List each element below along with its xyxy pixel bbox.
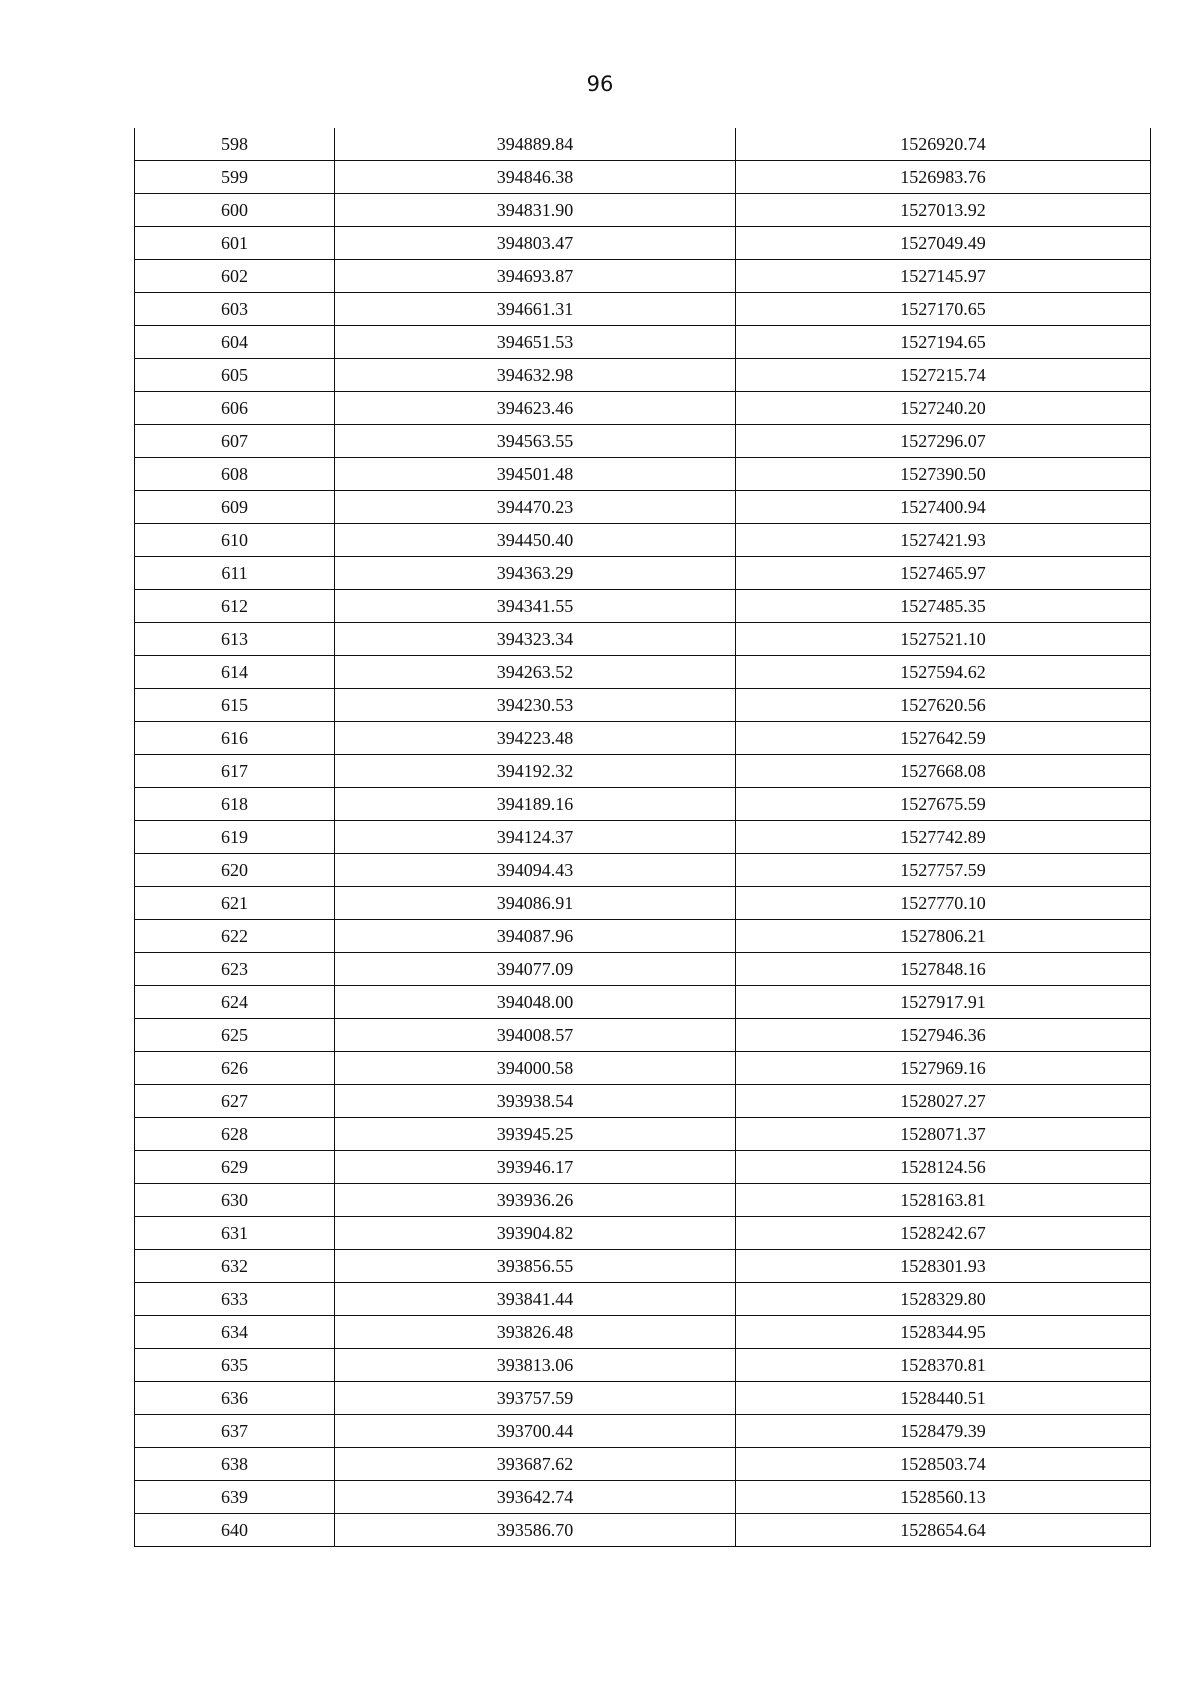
point-number-cell: 640	[135, 1514, 335, 1547]
y-coordinate-cell: 1527390.50	[736, 458, 1151, 491]
point-number-cell: 632	[135, 1250, 335, 1283]
point-number-cell: 623	[135, 953, 335, 986]
point-number-cell: 638	[135, 1448, 335, 1481]
y-coordinate-cell: 1527485.35	[736, 590, 1151, 623]
y-coordinate-cell: 1528163.81	[736, 1184, 1151, 1217]
x-coordinate-cell: 393826.48	[335, 1316, 736, 1349]
y-coordinate-cell: 1527642.59	[736, 722, 1151, 755]
page-number: 96	[586, 72, 614, 96]
y-coordinate-cell: 1527145.97	[736, 260, 1151, 293]
x-coordinate-cell: 394661.31	[335, 293, 736, 326]
x-coordinate-cell: 394563.55	[335, 425, 736, 458]
table-row	[135, 359, 1151, 392]
x-coordinate-cell: 394094.43	[335, 854, 736, 887]
table-row	[135, 623, 1151, 656]
x-coordinate-cell: 394230.53	[335, 689, 736, 722]
x-coordinate-cell: 394124.37	[335, 821, 736, 854]
point-number-cell: 601	[135, 227, 335, 260]
point-number-cell: 630	[135, 1184, 335, 1217]
table-row	[135, 392, 1151, 425]
x-coordinate-cell: 394048.00	[335, 986, 736, 1019]
table-row	[135, 1019, 1151, 1052]
x-coordinate-cell: 393936.26	[335, 1184, 736, 1217]
x-coordinate-cell: 394341.55	[335, 590, 736, 623]
point-number-cell: 607	[135, 425, 335, 458]
x-coordinate-cell: 394223.48	[335, 722, 736, 755]
point-number-cell: 628	[135, 1118, 335, 1151]
point-number-cell: 617	[135, 755, 335, 788]
y-coordinate-cell: 1528479.39	[736, 1415, 1151, 1448]
table-row	[135, 1151, 1151, 1184]
point-number-cell: 599	[135, 161, 335, 194]
table-row	[135, 755, 1151, 788]
table-row	[135, 260, 1151, 293]
x-coordinate-cell: 394263.52	[335, 656, 736, 689]
point-number-cell: 615	[135, 689, 335, 722]
x-coordinate-cell: 393841.44	[335, 1283, 736, 1316]
y-coordinate-cell: 1527194.65	[736, 326, 1151, 359]
y-coordinate-cell: 1527421.93	[736, 524, 1151, 557]
y-coordinate-cell: 1527400.94	[736, 491, 1151, 524]
point-number-cell: 629	[135, 1151, 335, 1184]
table-row	[135, 1052, 1151, 1085]
y-coordinate-cell: 1528124.56	[736, 1151, 1151, 1184]
table-row	[135, 1349, 1151, 1382]
y-coordinate-cell: 1526983.76	[736, 161, 1151, 194]
y-coordinate-cell: 1528440.51	[736, 1382, 1151, 1415]
y-coordinate-cell: 1527465.97	[736, 557, 1151, 590]
table-row	[135, 986, 1151, 1019]
y-coordinate-cell: 1526920.74	[736, 128, 1151, 161]
point-number-cell: 633	[135, 1283, 335, 1316]
y-coordinate-cell: 1527049.49	[736, 227, 1151, 260]
table-row	[135, 1283, 1151, 1316]
x-coordinate-cell: 394501.48	[335, 458, 736, 491]
table-row	[135, 722, 1151, 755]
table-row	[135, 1250, 1151, 1283]
table-body	[135, 128, 1151, 1547]
y-coordinate-cell: 1527170.65	[736, 293, 1151, 326]
table-row	[135, 1217, 1151, 1250]
point-number-cell: 621	[135, 887, 335, 920]
point-number-cell: 625	[135, 1019, 335, 1052]
y-coordinate-cell: 1527742.89	[736, 821, 1151, 854]
point-number-cell: 624	[135, 986, 335, 1019]
table-row	[135, 1415, 1151, 1448]
point-number-cell: 631	[135, 1217, 335, 1250]
point-number-cell: 608	[135, 458, 335, 491]
y-coordinate-cell: 1527668.08	[736, 755, 1151, 788]
x-coordinate-cell: 393938.54	[335, 1085, 736, 1118]
table-row	[135, 953, 1151, 986]
point-number-cell: 598	[135, 128, 335, 161]
table-row	[135, 491, 1151, 524]
point-number-cell: 600	[135, 194, 335, 227]
table-row	[135, 557, 1151, 590]
point-number-cell: 613	[135, 623, 335, 656]
table-row	[135, 1184, 1151, 1217]
table-row	[135, 194, 1151, 227]
point-number-cell: 619	[135, 821, 335, 854]
x-coordinate-cell: 393700.44	[335, 1415, 736, 1448]
y-coordinate-cell: 1527594.62	[736, 656, 1151, 689]
y-coordinate-cell: 1527806.21	[736, 920, 1151, 953]
x-coordinate-cell: 394086.91	[335, 887, 736, 920]
x-coordinate-cell: 394632.98	[335, 359, 736, 392]
table-row	[135, 1382, 1151, 1415]
y-coordinate-cell: 1528329.80	[736, 1283, 1151, 1316]
x-coordinate-cell: 393813.06	[335, 1349, 736, 1382]
x-coordinate-cell: 394623.46	[335, 392, 736, 425]
y-coordinate-cell: 1527240.20	[736, 392, 1151, 425]
table-row	[135, 293, 1151, 326]
table-row	[135, 1514, 1151, 1547]
y-coordinate-cell: 1528560.13	[736, 1481, 1151, 1514]
x-coordinate-cell: 393856.55	[335, 1250, 736, 1283]
table-row	[135, 1316, 1151, 1349]
x-coordinate-cell: 394000.58	[335, 1052, 736, 1085]
y-coordinate-cell: 1527757.59	[736, 854, 1151, 887]
point-number-cell: 636	[135, 1382, 335, 1415]
point-number-cell: 612	[135, 590, 335, 623]
y-coordinate-cell: 1528242.67	[736, 1217, 1151, 1250]
y-coordinate-cell: 1528503.74	[736, 1448, 1151, 1481]
point-number-cell: 606	[135, 392, 335, 425]
x-coordinate-cell: 394189.16	[335, 788, 736, 821]
y-coordinate-cell: 1527013.92	[736, 194, 1151, 227]
table-row	[135, 689, 1151, 722]
x-coordinate-cell: 393945.25	[335, 1118, 736, 1151]
point-number-cell: 604	[135, 326, 335, 359]
point-number-cell: 610	[135, 524, 335, 557]
x-coordinate-cell: 394651.53	[335, 326, 736, 359]
y-coordinate-cell: 1527917.91	[736, 986, 1151, 1019]
x-coordinate-cell: 393757.59	[335, 1382, 736, 1415]
y-coordinate-cell: 1528344.95	[736, 1316, 1151, 1349]
x-coordinate-cell: 394846.38	[335, 161, 736, 194]
y-coordinate-cell: 1527946.36	[736, 1019, 1151, 1052]
y-coordinate-cell: 1527296.07	[736, 425, 1151, 458]
point-number-cell: 618	[135, 788, 335, 821]
y-coordinate-cell: 1527675.59	[736, 788, 1151, 821]
table-row	[135, 887, 1151, 920]
x-coordinate-cell: 394693.87	[335, 260, 736, 293]
point-number-cell: 620	[135, 854, 335, 887]
point-number-cell: 616	[135, 722, 335, 755]
y-coordinate-cell: 1528027.27	[736, 1085, 1151, 1118]
coordinates-table	[134, 128, 1151, 1547]
x-coordinate-cell: 393946.17	[335, 1151, 736, 1184]
table-row	[135, 656, 1151, 689]
y-coordinate-cell: 1527521.10	[736, 623, 1151, 656]
point-number-cell: 622	[135, 920, 335, 953]
x-coordinate-cell: 394831.90	[335, 194, 736, 227]
point-number-cell: 605	[135, 359, 335, 392]
table-row	[135, 227, 1151, 260]
y-coordinate-cell: 1528370.81	[736, 1349, 1151, 1382]
y-coordinate-cell: 1528654.64	[736, 1514, 1151, 1547]
x-coordinate-cell: 393642.74	[335, 1481, 736, 1514]
y-coordinate-cell: 1528301.93	[736, 1250, 1151, 1283]
table-row	[135, 1448, 1151, 1481]
point-number-cell: 602	[135, 260, 335, 293]
table-row	[135, 1481, 1151, 1514]
y-coordinate-cell: 1527620.56	[736, 689, 1151, 722]
table-row	[135, 821, 1151, 854]
x-coordinate-cell: 394087.96	[335, 920, 736, 953]
y-coordinate-cell: 1528071.37	[736, 1118, 1151, 1151]
x-coordinate-cell: 394450.40	[335, 524, 736, 557]
x-coordinate-cell: 393586.70	[335, 1514, 736, 1547]
y-coordinate-cell: 1527770.10	[736, 887, 1151, 920]
point-number-cell: 634	[135, 1316, 335, 1349]
table-row	[135, 1085, 1151, 1118]
y-coordinate-cell: 1527969.16	[736, 1052, 1151, 1085]
point-number-cell: 637	[135, 1415, 335, 1448]
x-coordinate-cell: 394889.84	[335, 128, 736, 161]
table-row	[135, 458, 1151, 491]
point-number-cell: 626	[135, 1052, 335, 1085]
point-number-cell: 611	[135, 557, 335, 590]
table-row	[135, 128, 1151, 161]
table-row	[135, 161, 1151, 194]
point-number-cell: 627	[135, 1085, 335, 1118]
x-coordinate-cell: 393687.62	[335, 1448, 736, 1481]
table-row	[135, 425, 1151, 458]
y-coordinate-cell: 1527848.16	[736, 953, 1151, 986]
table-row	[135, 854, 1151, 887]
y-coordinate-cell: 1527215.74	[736, 359, 1151, 392]
table-row	[135, 788, 1151, 821]
x-coordinate-cell: 394077.09	[335, 953, 736, 986]
table-row	[135, 920, 1151, 953]
table-row	[135, 590, 1151, 623]
table-row	[135, 326, 1151, 359]
point-number-cell: 635	[135, 1349, 335, 1382]
x-coordinate-cell: 394008.57	[335, 1019, 736, 1052]
x-coordinate-cell: 394192.32	[335, 755, 736, 788]
x-coordinate-cell: 394470.23	[335, 491, 736, 524]
x-coordinate-cell: 394803.47	[335, 227, 736, 260]
table-row	[135, 524, 1151, 557]
point-number-cell: 609	[135, 491, 335, 524]
point-number-cell: 639	[135, 1481, 335, 1514]
x-coordinate-cell: 393904.82	[335, 1217, 736, 1250]
point-number-cell: 603	[135, 293, 335, 326]
point-number-cell: 614	[135, 656, 335, 689]
x-coordinate-cell: 394323.34	[335, 623, 736, 656]
table-row	[135, 1118, 1151, 1151]
x-coordinate-cell: 394363.29	[335, 557, 736, 590]
